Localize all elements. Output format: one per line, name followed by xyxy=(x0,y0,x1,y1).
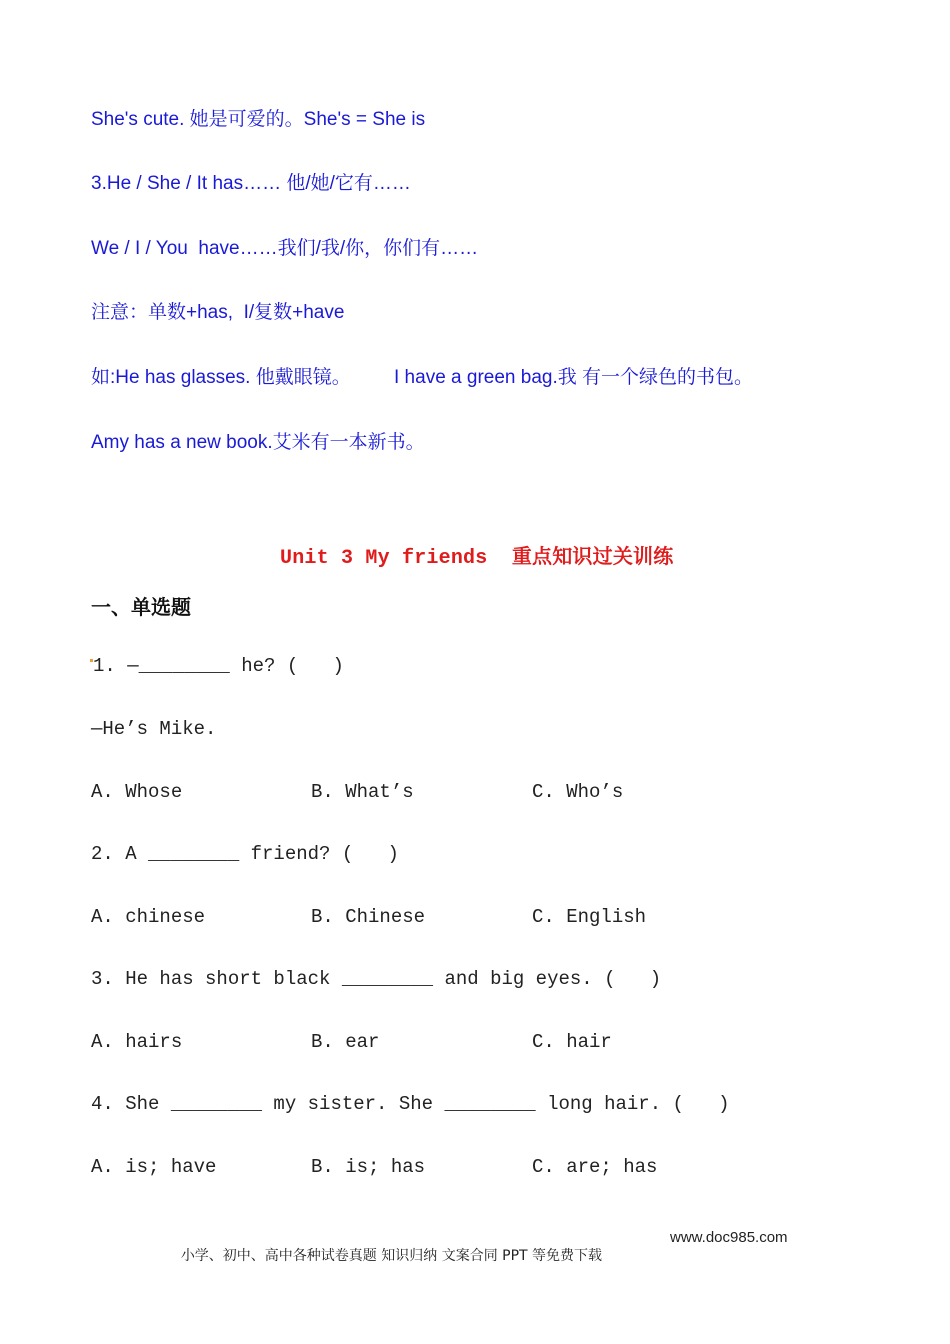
question-1-answer-line: —He’s Mike. xyxy=(91,718,217,740)
note-line-5a: 如:He has glasses. 他戴眼镜。 xyxy=(91,367,351,388)
note-line-2: 3.He / She / It has…… 他/她/它有…… xyxy=(91,173,411,194)
question-3-option-b[interactable]: B. ear xyxy=(311,1031,380,1053)
note-line-4: 注意：单数+has, I/复数+have xyxy=(91,302,345,323)
question-4-stem: 4. She ________ my sister. She ________ long hair. ( ) xyxy=(91,1093,730,1115)
footer-text: 小学、初中、高中各种试卷真题 知识归纳 文案合同 PPT 等免费下载 xyxy=(180,1248,603,1264)
question-3-option-c[interactable]: C. hair xyxy=(532,1031,612,1053)
page-footer xyxy=(163,1229,788,1297)
note-line-3: We / I / You have……我们/我/你，你们有…… xyxy=(91,238,479,259)
question-1-option-b[interactable]: B. What’s xyxy=(311,781,414,803)
question-1-option-a[interactable]: A. Whose xyxy=(91,781,183,803)
footer-url-link[interactable]: www.doc985.com xyxy=(670,1229,788,1246)
question-3-stem: 3. He has short black ________ and big eyes. ( ) xyxy=(91,968,662,990)
question-3-option-a[interactable]: A. hairs xyxy=(91,1031,183,1053)
question-2-option-a[interactable]: A. chinese xyxy=(91,906,206,928)
question-2-option-c[interactable]: C. English xyxy=(532,906,647,928)
exercise-title: Unit 3 My friends 重点知识过关训练 xyxy=(280,547,674,570)
question-4-option-b[interactable]: B. is; has xyxy=(311,1156,426,1178)
section-heading: 一、单选题 xyxy=(91,595,191,619)
question-2-option-b[interactable]: B. Chinese xyxy=(311,906,426,928)
note-line-6: Amy has a new book.艾米有一本新书。 xyxy=(91,432,425,453)
note-line-1: She's cute. 她是可爱的。She's = She is xyxy=(91,109,426,130)
question-1-stem: 1. —________ he? ( ) xyxy=(93,655,344,677)
question-4-option-c[interactable]: C. are; has xyxy=(532,1156,658,1178)
question-4-option-a[interactable]: A. is; have xyxy=(91,1156,217,1178)
question-2-stem: 2. A ________ friend? ( ) xyxy=(91,843,399,865)
question-1-option-c[interactable]: C. Who’s xyxy=(532,781,624,803)
note-line-5b: I have a green bag.我 有一个绿色的书包。 xyxy=(394,367,754,388)
